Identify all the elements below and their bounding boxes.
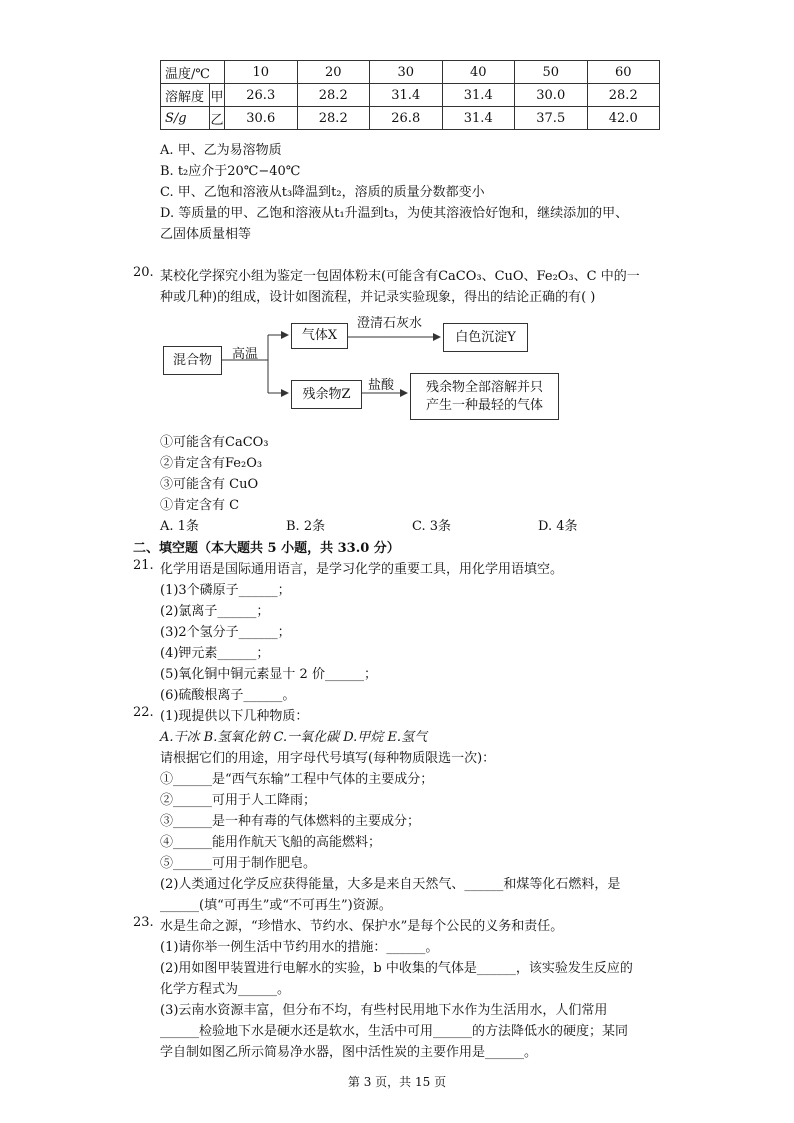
flow-node-mixture: 混合物 [163,346,222,375]
table-cell: 28.2 [587,84,660,107]
flow-node-result [410,373,559,420]
q22-item-5: ⑤______可用于制作肥皂。 [160,856,317,871]
q20-number: 20. [133,265,154,280]
table-cell: 42.0 [587,107,660,130]
flow-label-hydrochloric-acid: 盐酸 [368,378,395,393]
q20-option-a: A. 1条 [160,519,199,534]
flow-result-line1: 残余物全部溶解并只 [425,379,543,395]
q21-item-1: (1)3个磷原子______； [160,583,291,598]
table-cell: 31.4 [370,84,443,107]
table-cell: 37.5 [515,107,588,130]
q22-item-2: ②______可用于人工降雨； [160,793,317,808]
table-cell: 31.4 [442,107,515,130]
table-cell: 20 [297,61,370,84]
page-footer: 第 3 页，共 15 页 [347,1075,447,1089]
q21-item-4: (4)钾元素______； [160,646,270,661]
q22-item-3: ③______是一种有毒的气体燃料的主要成分； [160,814,421,829]
q20-option-d: D. 4条 [538,519,578,534]
q23-number: 23. [133,915,154,930]
q21-number: 21. [133,558,154,573]
q22-item-1: ①______是“西气东输”工程中气体的主要成分； [160,772,434,787]
q19-option-d-line2: 乙固体质量相等 [160,227,252,242]
flow-node-residue-z: 残余物Z [291,380,362,409]
q20-stem-line1: 某校化学探究小组为鉴定一包固体粉末(可能含有CaCO₃、CuO、Fe₂O₃、C 中的一 [160,269,640,284]
q23-stem: 水是生命之源，“珍惜水、节约水、保护水”是每个公民的义务和责任。 [160,919,564,934]
flow-node-white-precipitate: 白色沉淀Y [443,323,528,352]
q19-option-b: B. t₂应介于20℃−40℃ [160,164,301,179]
table-cell: 28.2 [297,84,370,107]
q20-option-b: B. 2条 [286,519,326,534]
q22-options: A.干冰 B.氢氧化钠 C.一氧化碳 D.甲烷 E.氢气 [160,730,428,745]
q21-item-5: (5)氧化铜中铜元素显十 2 价______； [160,667,377,682]
q22-stem: (1)现提供以下几种物质： [160,709,309,724]
q22-part2-line2: ______(填“可再生”或“不可再生”)资源。 [160,898,392,913]
temperature-header: 温度/℃ [161,61,225,84]
q20-statement-4: ①肯定含有 C [160,498,240,513]
table-cell: 30 [370,61,443,84]
q19-option-c: C. 甲、乙饱和溶液从t₃降温到t₂，溶质的质量分数都变小 [160,185,485,200]
q21-item-2: (2)氯离子______； [160,604,270,619]
q20-statement-2: ②肯定含有Fe₂O₃ [160,456,263,471]
q23-item-3-line3: 学自制如图乙所示简易净水器，图中活性炭的主要作用是______。 [160,1045,538,1060]
q23-item-2-line2: 化学方程式为______。 [160,982,291,997]
flow-label-limewater: 澄清石灰水 [357,316,423,331]
unit-label: S/g [161,107,210,130]
substance-b-label: 乙 [210,107,225,130]
q22-number: 22. [133,705,154,720]
table-cell: 40 [442,61,515,84]
table-cell: 30.0 [515,84,588,107]
table-cell: 10 [225,61,298,84]
q19-option-a: A. 甲、乙为易溶物质 [160,143,282,158]
q23-item-3-line1: (3)云南水资源丰富，但分布不均，有些村民用地下水作为生活用水，人们常用 [160,1003,608,1018]
q20-option-c: C. 3条 [412,519,452,534]
q21-item-6: (6)硫酸根离子______。 [160,688,296,703]
q23-item-3-line2: ______检验地下水是硬水还是软水，生活中可用______的方法降低水的硬度；某同 [160,1024,629,1039]
q20-statement-1: ①可能含有CaCO₃ [160,435,269,450]
q22-part2-line1: (2)人类通过化学反应获得能量，大多是来自天然气、______和煤等化石燃料，是 [160,877,621,892]
q19-option-d-line1: D. 等质量的甲、乙饱和溶液从t₁升温到t₃，为使其溶液恰好饱和，继续添加的甲、 [160,206,629,221]
table-cell: 50 [515,61,588,84]
q20-statement-3: ③可能含有 CuO [160,477,259,492]
table-cell: 28.2 [297,107,370,130]
q21-item-3: (3)2个氢分子______； [160,625,291,640]
q22-instruction: 请根据它们的用途，用字母代号填写(每种物质限选一次)： [160,751,496,766]
substance-a-label: 甲 [210,84,225,107]
flow-node-gas-x: 气体X [291,323,348,349]
q20-stem-line2: 种或几种)的组成，设计如图流程，并记录实验现象，得出的结论正确的有( ) [160,290,596,305]
section-heading: 二、填空题（本大题共 5 小题，共 33.0 分） [133,541,400,556]
q21-stem: 化学用语是国际通用语言，是学习化学的重要工具，用化学用语填空。 [160,562,564,577]
table-cell: 31.4 [442,84,515,107]
table-cell: 26.8 [370,107,443,130]
flow-label-high-temperature: 高温 [232,347,259,362]
q23-item-2-line1: (2)用如图甲装置进行电解水的实验，b 中收集的气体是______，该实验发生反应的 [160,961,633,976]
q22-item-4: ④______能用作航天飞船的高能燃料； [160,835,382,850]
table-cell: 26.3 [225,84,298,107]
flow-result-line2: 产生一种最轻的气体 [425,397,543,413]
q23-item-1: (1)请你举一例生活中节约用水的措施：______。 [160,940,439,955]
table-cell: 60 [587,61,660,84]
table-cell: 30.6 [225,107,298,130]
solubility-label: 溶解度 [161,84,210,107]
